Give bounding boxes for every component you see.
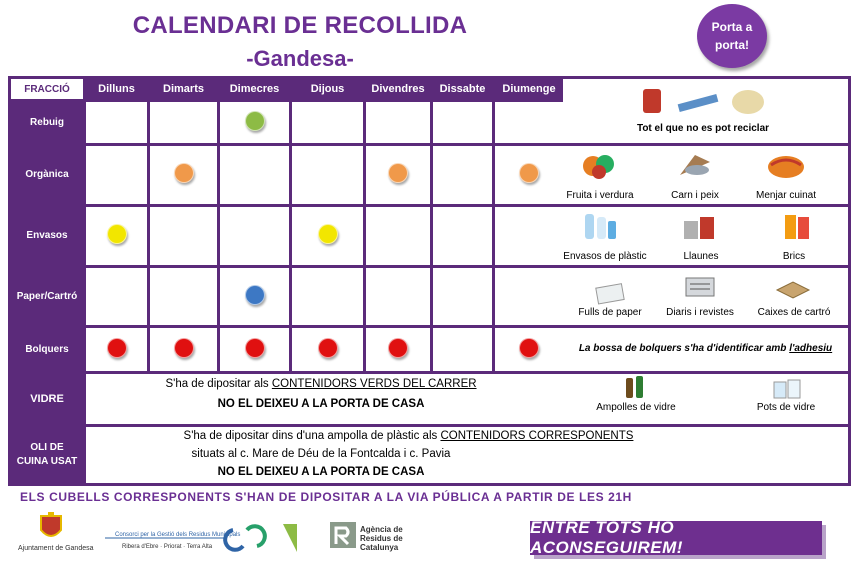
day-header-dimecres: Dimecres xyxy=(220,79,289,99)
collection-dot xyxy=(107,224,127,244)
glass-bottles-icon xyxy=(616,374,656,400)
glass-jars-icon xyxy=(766,374,806,400)
vidre-item-1: Ampolles de vidre xyxy=(596,402,676,413)
schedule-cell xyxy=(495,328,563,371)
schedule-cell xyxy=(220,268,289,325)
day-header-dimarts: Dimarts xyxy=(150,79,217,99)
day-header-dijous: Dijous xyxy=(292,79,363,99)
vidre-contenidors-link[interactable]: CONTENIDORS VERDS DEL CARRER xyxy=(271,378,477,390)
info-organica xyxy=(563,146,848,204)
schedule-cell xyxy=(292,328,363,371)
vidre-warning: NO EL DEIXEU A LA PORTA DE CASA xyxy=(217,398,425,410)
row-label-2: Envasos xyxy=(11,207,83,265)
adhesiu-link[interactable]: l'adhesiu xyxy=(789,343,833,354)
info-rebuig xyxy=(563,79,848,143)
oli-contenidors-link[interactable]: CONTENIDORS CORRESPONENTS xyxy=(440,430,634,442)
fraccio-header: FRACCIÓ xyxy=(11,79,83,99)
oli-content xyxy=(86,427,848,483)
schedule-cell xyxy=(220,328,289,371)
collection-dot xyxy=(519,338,539,358)
plastic-bottles-icon xyxy=(579,211,619,241)
collection-dot xyxy=(174,338,194,358)
paper-item-3: Caixes de cartró xyxy=(757,307,831,318)
day-header-dilluns: Dilluns xyxy=(86,79,147,99)
row-label-0: Rebuig xyxy=(11,102,83,143)
collection-dot xyxy=(174,163,194,183)
envasos-item-2: Llaunes xyxy=(683,251,719,262)
schedule-cell xyxy=(433,268,492,325)
footer-notice: ELS CUBELLS CORRESPONENTS S'HAN DE DIPOSITAR A LA VIA PÚBLICA A PARTIR DE LES 21H xyxy=(20,490,632,504)
paper-sheets-icon xyxy=(589,276,629,306)
schedule-cell xyxy=(292,207,363,265)
oli-location: situats al c. Mare de Déu de la Fontcalda i c. Pavia xyxy=(191,448,451,460)
ajuntament-logo-icon xyxy=(38,512,64,542)
page-title: CALENDARI DE RECOLLIDA xyxy=(132,12,468,39)
agencia-label: Agència de Residus de Catalunya xyxy=(360,525,403,552)
collection-dot xyxy=(318,338,338,358)
vidre-content xyxy=(86,374,848,424)
schedule-cell xyxy=(366,207,430,265)
row-label-3: Paper/Cartró xyxy=(11,268,83,325)
schedule-cell xyxy=(86,102,147,143)
day-header-dissabte: Dissabte xyxy=(433,79,492,99)
schedule-cell xyxy=(86,328,147,371)
badge-text: Porta a porta! xyxy=(711,20,753,52)
day-header-diumenge: Diumenge xyxy=(495,79,563,99)
schedule-cell xyxy=(86,268,147,325)
vidre-item-2: Pots de vidre xyxy=(756,402,816,413)
paper-item-2: Diaris i revistes xyxy=(666,307,734,318)
schedule-cell xyxy=(150,207,217,265)
page-subtitle: -Gandesa- xyxy=(246,46,354,71)
collection-dot xyxy=(318,224,338,244)
schedule-cell xyxy=(433,102,492,143)
consorci-sublabel: Ribera d'Ebre · Priorat · Terra Alta xyxy=(122,544,213,550)
schedule-cell xyxy=(366,146,430,204)
cooked-food-icon xyxy=(766,150,806,180)
row-label-vidre: VIDRE xyxy=(11,374,83,424)
brics-icon xyxy=(777,211,817,241)
schedule-cell xyxy=(220,146,289,204)
schedule-cell xyxy=(292,146,363,204)
newspaper-icon xyxy=(680,272,720,302)
rebuig-description: Tot el que no es pot reciclar xyxy=(636,123,770,134)
collection-dot xyxy=(519,163,539,183)
collection-dot xyxy=(245,338,265,358)
collection-dot xyxy=(388,163,408,183)
organica-item-1: Fruita i verdura xyxy=(566,190,634,201)
paper-item-1: Fulls de paper xyxy=(578,307,642,318)
cardboard-icon xyxy=(773,272,813,302)
schedule-cell xyxy=(220,102,289,143)
schedule-cell xyxy=(150,146,217,204)
bolquers-description: La bossa de bolquers s'ha d'identificar amb xyxy=(578,343,787,354)
schedule-cell xyxy=(292,268,363,325)
schedule-cell xyxy=(433,328,492,371)
consorci-logo-icon xyxy=(105,522,300,554)
slogan-banner: ENTRE TOTS HO ACONSEGUIREM! xyxy=(530,521,822,555)
row-label-4: Bolquers xyxy=(11,328,83,371)
oli-warning: NO EL DEIXEU A LA PORTA DE CASA xyxy=(217,466,425,478)
schedule-cell xyxy=(86,207,147,265)
schedule-cell xyxy=(150,268,217,325)
info-envasos xyxy=(563,207,848,265)
collection-dot xyxy=(107,338,127,358)
schedule-cell xyxy=(292,102,363,143)
porta-a-porta-badge xyxy=(697,4,767,68)
envasos-item-1: Envasos de plàstic xyxy=(563,251,647,262)
schedule-cell xyxy=(495,268,563,325)
meat-fish-icon xyxy=(675,150,715,180)
collection-dot xyxy=(388,338,408,358)
info-paper xyxy=(563,268,848,325)
oli-instruction: S'ha de dipositar dins d'una ampolla de plàstic als xyxy=(183,430,438,442)
consorci-label: Consorci per la Gestió dels Residus Municipals xyxy=(115,532,241,538)
organica-item-3: Menjar cuinat xyxy=(755,190,817,201)
calendar-table xyxy=(8,76,851,486)
agencia-logo-icon xyxy=(330,522,356,552)
rebuig-items-icon xyxy=(633,85,783,119)
schedule-cell xyxy=(150,102,217,143)
row-label-oli: OLI DE CUINA USAT xyxy=(11,427,83,483)
cans-icon xyxy=(679,211,719,241)
day-header-divendres: Divendres xyxy=(366,79,430,99)
fruit-icon xyxy=(579,150,619,180)
collection-dot xyxy=(245,285,265,305)
organica-item-2: Carn i peix xyxy=(671,190,719,201)
schedule-cell xyxy=(433,146,492,204)
schedule-cell xyxy=(366,268,430,325)
schedule-cell xyxy=(220,207,289,265)
schedule-cell xyxy=(495,102,563,143)
schedule-cell xyxy=(366,102,430,143)
ajuntament-label: Ajuntament de Gandesa xyxy=(18,545,94,552)
schedule-cell xyxy=(433,207,492,265)
vidre-instruction: S'ha de dipositar als xyxy=(165,378,269,390)
schedule-cell xyxy=(495,207,563,265)
collection-dot xyxy=(245,111,265,131)
schedule-cell xyxy=(86,146,147,204)
row-label-1: Orgànica xyxy=(11,146,83,204)
info-bolquers xyxy=(563,328,848,371)
schedule-cell xyxy=(150,328,217,371)
schedule-cell xyxy=(366,328,430,371)
envasos-item-3: Brics xyxy=(782,251,806,262)
